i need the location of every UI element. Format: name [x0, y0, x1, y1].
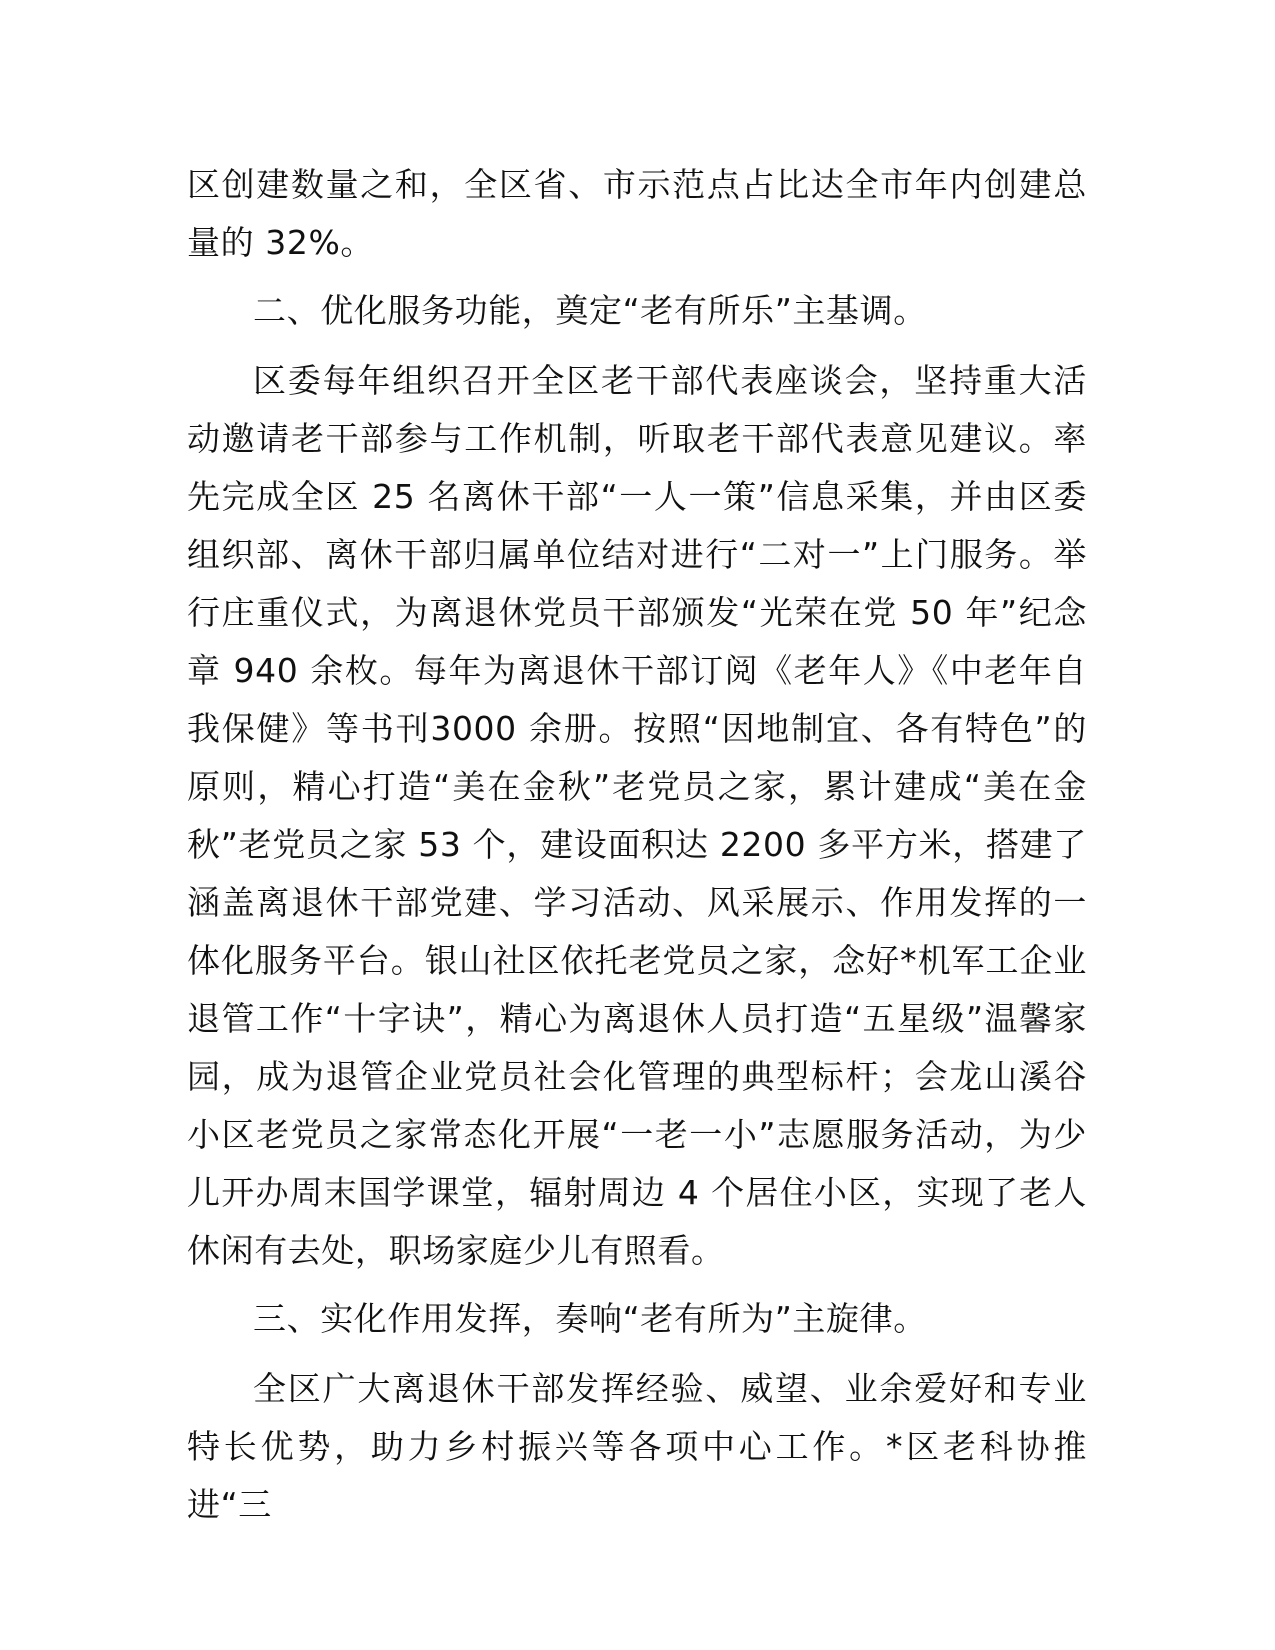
document-body	[187, 156, 1087, 1544]
paragraph-body-roles: 全区广大离退休干部发挥经验、威望、业余爱好和专业特长优势，助力乡村振兴等各项中心工作。*区老科协推进“三	[187, 1369, 1087, 1524]
paragraph-continuation: 区创建数量之和，全区省、市示范点占比达全市年内创建总量的 32%。	[187, 165, 1087, 262]
paragraph-body-services: 区委每年组织召开全区老干部代表座谈会，坚持重大活动邀请老干部参与工作机制，听取老干部代表意见建议。率先完成全区 25 名离休干部“一人一策”信息采集，并由区委组织部、离休干部归属单位结对进行“二对一”上门服务。举行庄重仪式，为离退休党员干部颁发“光荣在党 50 年”纪念章 940 余枚。每年为离退休干部订阅《老年人》《中老年自我保健》等书刊3000 余册。按照“因地制宜、各有特色”的原则，精心打造“美在金秋”老党员之家，累计建成“美在金秋”老党员之家 53 个，建设面积达 2200 多平方米，搭建了涵盖离退休干部党建、学习活动、风采展示、作用发挥的一体化服务平台。银山社区依托老党员之家，念好*机军工企业退管工作“十字诀”，精心为离退休人员打造“五星级”温馨家园，成为退管企业党员社会化管理的典型标杆；会龙山溪谷小区老党员之家常态化开展“一老一小”志愿服务活动，为少儿开办周末国学课堂，辐射周边 4 个居住小区，实现了老人休闲有去处，职场家庭少儿有照看。	[187, 361, 1087, 1270]
section-heading-3: 三、实化作用发挥，奏响“老有所为”主旋律。	[253, 1299, 927, 1338]
section-heading-2: 二、优化服务功能，奠定“老有所乐”主基调。	[253, 291, 927, 330]
